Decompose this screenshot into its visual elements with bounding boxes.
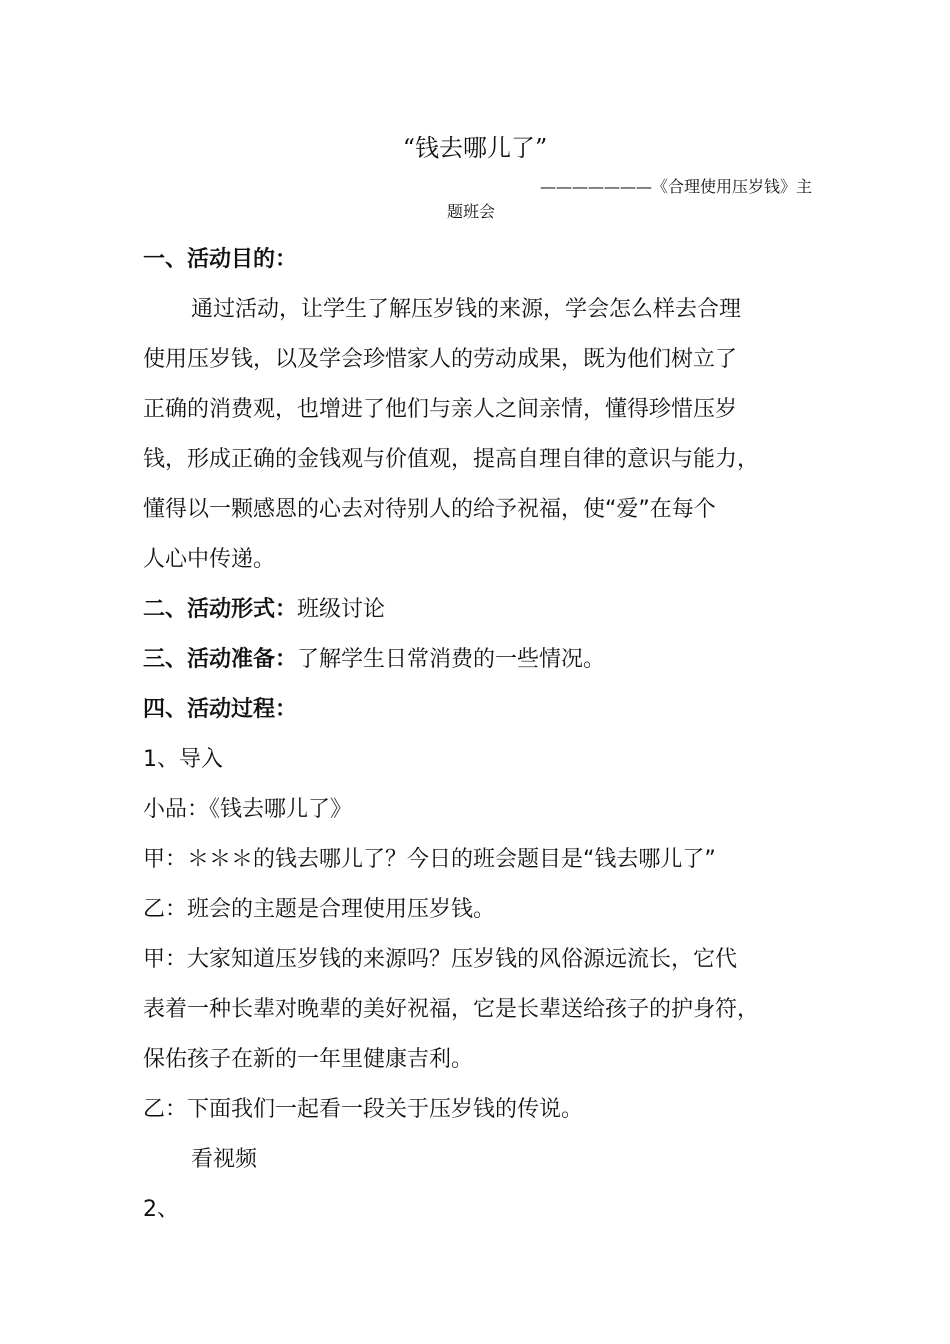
purpose-paragraph-line: 懂得以一颗感恩的心去对待别人的给予祝福，使“爱”在每个 (143, 497, 716, 522)
section-heading-purpose: 一、活动目的： (143, 247, 298, 272)
section-preparation-text: 了解学生日常消费的一些情况。 (297, 647, 606, 672)
section-heading-form: 二、活动形式： (143, 597, 298, 622)
purpose-paragraph-line: 人心中传递。 (143, 547, 276, 572)
section-heading-process: 四、活动过程： (143, 697, 298, 722)
dialogue-line-yi: 乙：班会的主题是合理使用压岁钱。 (143, 897, 496, 922)
purpose-paragraph-line: 使用压岁钱，以及学会珍惜家人的劳动成果，既为他们树立了 (143, 347, 738, 372)
section-form-text: 班级讨论 (297, 597, 386, 622)
dialogue-line-yi: 乙：下面我们一起看一段关于压岁钱的传说。 (143, 1097, 584, 1122)
dialogue-line-jia: 甲：大家知道压岁钱的来源吗？压岁钱的风俗源远流长，它代 (143, 947, 738, 972)
dialogue-line-jia-continued: 保佑孩子在新的一年里健康吉利。 (143, 1047, 474, 1072)
document-body (143, 235, 808, 1235)
document-subtitle-continued: 题班会 (447, 202, 496, 221)
section-form (143, 585, 808, 635)
purpose-paragraph-line: 钱，形成正确的金钱观与价值观，提高自理自律的意识与能力， (143, 447, 760, 472)
dialogue-line-jia-continued: 表着一种长辈对晚辈的美好祝福，它是长辈送给孩子的护身符， (143, 997, 760, 1022)
purpose-paragraph-line: 正确的消费观，也增进了他们与亲人之间亲情，懂得珍惜压岁 (143, 397, 738, 422)
skit-title: 小品：《钱去哪儿了》 (143, 797, 353, 822)
section-preparation (143, 635, 808, 685)
process-step-1: 1、导入 (143, 747, 223, 772)
section-heading-preparation: 三、活动准备： (143, 647, 298, 672)
process-step-2: 2、 (143, 1197, 179, 1222)
watch-video-note: 看视频 (191, 1147, 258, 1172)
purpose-paragraph-line: 通过活动，让学生了解压岁钱的来源，学会怎么样去合理 (191, 297, 742, 322)
dialogue-line-jia: 甲：＊＊＊的钱去哪儿了？今日的班会题目是“钱去哪儿了” (143, 847, 716, 872)
document-subtitle: ———————《合理使用压岁钱》主 (540, 177, 813, 196)
document-title: “钱去哪儿了” (402, 134, 548, 162)
